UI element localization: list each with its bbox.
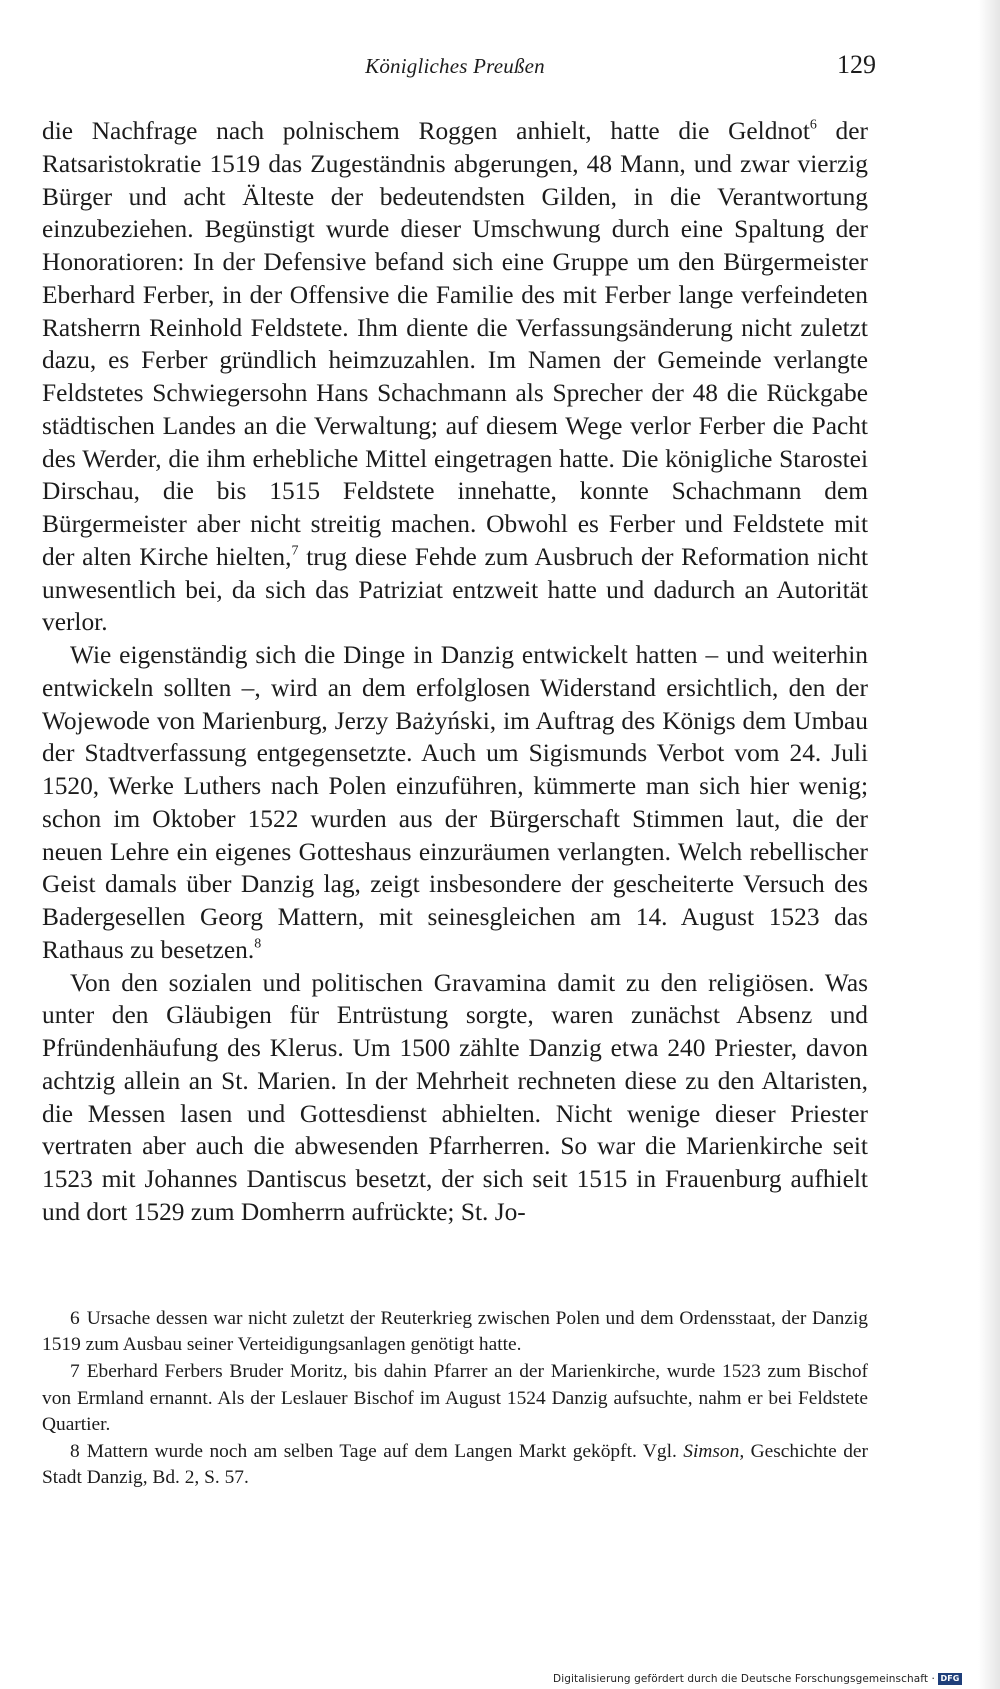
footnote-text: Ursache dessen war nicht zuletzt der Reuterkrieg zwischen Polen und dem Ordensstaat, der Danzig 1519 zum Ausbau seiner Verteidigungsanlagen genötigt hatte. <box>42 1308 868 1356</box>
main-text <box>42 115 868 1229</box>
paragraph-2-text: Wie eigenständig sich die Dinge in Danzig entwickelt hatten – und weiterhin entwickeln sollten –, wird an dem erfolglosen Widerstand ersichtlich, den der Wojewode von Marienburg, Jerzy Bażyński, im Auftrag des Königs dem Umbau der Stadtverfassung entgegensetzte. Auch um Sigismunds Verbot vom 24. Juli 1520, Werke Luthers nach Polen einzuführen, kümmerte man sich hier wenig; schon im Oktober 1522 wurden aus der Bürgerschaft Stimmen laut, die der neuen Lehre ein eigenes Gotteshaus einzuräumen verlangten. Welch rebellischer Geist damals über Danzig lag, zeigt insbesondere der gescheiterte Versuch des Badergesellen Georg Mattern, mit seinesgleichen am 14. August 1523 das Rathaus zu besetzen. <box>42 641 868 964</box>
footnote-text: Eberhard Ferbers Bruder Moritz, bis dahin Pfarrer an der Marienkirche, wurde 1523 zum Bischof von Ermland ernannt. Als der Leslauer Bischof im August 1524 Danzig aufsuchte, nahm er bei Feldstete Quartier. <box>42 1361 868 1435</box>
page-header <box>42 50 876 84</box>
page-number: 129 <box>837 50 876 79</box>
dfg-logo: DFG <box>938 1673 962 1685</box>
footnote-number: 6 <box>70 1308 80 1329</box>
footnote-ref-7: 7 <box>291 543 299 559</box>
paragraph-1-text-b: der Ratsaristokratie 1519 das Zugeständnis abgerungen, 48 Mann, und zwar vierzig Bürger und acht Älteste der bedeutendsten Gilden, in die Verantwortung einzubeziehen. Begünstigt wurde dieser Umschwung durch eine Spaltung der Honoratioren: In der Defensive befand sich eine Gruppe um den Bürgermeister Eberhard Ferber, in der Offensive die Familie des mit Ferber lange verfeindeten Ratsherrn Reinhold Feldstete. Ihm diente die Verfassungsänderung nicht zuletzt dazu, es Ferber gründlich heimzuzahlen. Im Namen der Gemeinde verlangte Feldstetes Schwiegersohn Hans Schachmann als Sprecher der 48 die Rückgabe städtischen Landes an die Verwaltung; auf diesem Wege verlor Ferber die Pacht des Werder, die ihm erhebliche Mittel eingetragen hatte. Die königliche Starostei Dirschau, die bis 1515 Feldstete innehatte, konnte Schachmann dem Bürgermeister aber nicht streitig machen. Obwohl es Ferber und Feldstete mit der alten Kirche hielten, <box>42 117 868 571</box>
footnote-number: 7 <box>70 1361 80 1383</box>
footnote-ref-8: 8 <box>254 936 262 952</box>
page-edge-shadow <box>978 0 1000 1689</box>
footnote-text-end: Geschichte der Stadt Danzig, Bd. 2, S. 57. <box>42 1441 868 1489</box>
paragraph-1-text-a: die Nachfrage nach polnischem Roggen anhielt, hatte die Geldnot <box>42 117 810 145</box>
footnote-text: Mattern wurde noch am selben Tage auf dem Langen Markt geköpft. Vgl. <box>86 1441 684 1463</box>
paragraph-1 <box>42 115 868 639</box>
paragraph-1-text-c: trug diese Fehde zum Ausbruch der Reformation nicht unwesentlich bei, da sich das Patriziat entzweit hatte und dadurch an Autorität verlor. <box>42 542 868 637</box>
credit-text: Digitalisierung gefördert durch die Deutsche Forschungsgemeinschaft · <box>553 1673 935 1685</box>
footnotes <box>42 1306 868 1492</box>
footnote-ref-6: 6 <box>809 117 817 133</box>
footnote-number: 8 <box>70 1441 80 1463</box>
footnote-6 <box>42 1306 868 1358</box>
paragraph-3 <box>42 967 868 1229</box>
footnote-7 <box>42 1359 868 1438</box>
footnote-8 <box>42 1439 868 1491</box>
paragraph-3-text: Von den sozialen und politischen Gravamina damit zu den religiösen. Was unter den Gläubigen für Entrüstung sorgte, waren zunächst Absenz und Pfründenhäufung des Klerus. Um 1500 zählte Danzig etwa 240 Priester, davon achtzig allein an St. Marien. In der Mehrheit rechneten diese zu den Altaristen, die Messen lasen und Gottesdienst abhielten. Nicht wenige dieser Priester vertraten aber auch die abwesenden Pfarrherren. So war die Marienkirche seit 1523 mit Johannes Dantiscus besetzt, der sich seit 1515 in Frauenburg aufhielt und dort 1529 zum Domherrn aufrückte; St. Jo- <box>42 968 868 1226</box>
digitization-credit <box>553 1673 962 1685</box>
paragraph-2 <box>42 639 868 967</box>
footnote-author: Simson, <box>683 1441 745 1463</box>
running-title: Königliches Preußen <box>365 54 545 78</box>
